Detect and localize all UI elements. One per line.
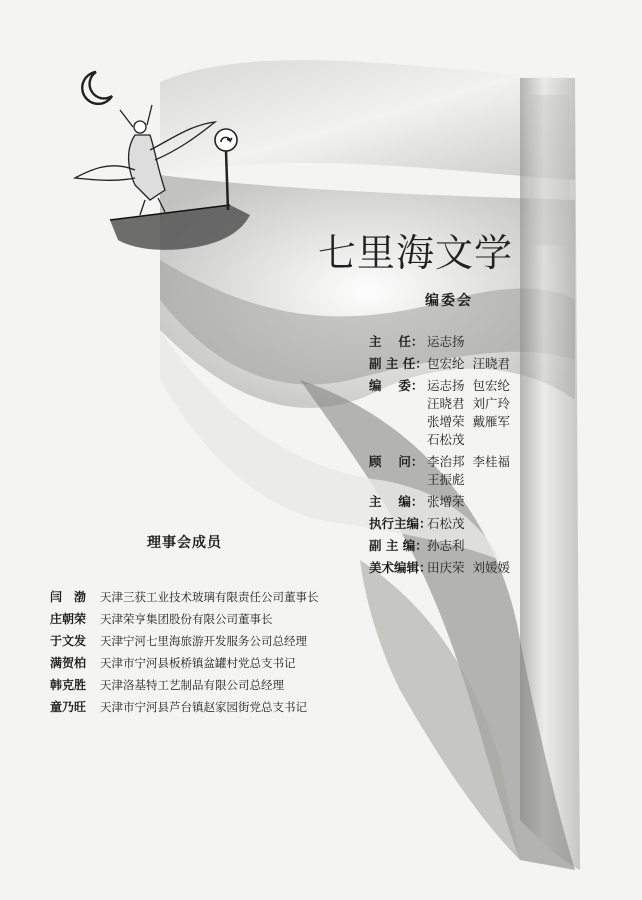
board-member-name: 田庆荣 <box>427 560 465 575</box>
board-member-name: 戴雁军 <box>472 414 511 429</box>
board-row <box>369 333 569 351</box>
board-names <box>427 559 527 577</box>
board-names <box>427 515 527 533</box>
board-row <box>369 377 569 449</box>
board-member-name: 包宏纶 <box>427 356 465 371</box>
board-role-label: 主 任： <box>369 334 424 349</box>
board-member-name: 运志扬 <box>427 378 465 393</box>
board-role-label: 副 主 任： <box>369 356 428 371</box>
board-names <box>427 355 527 373</box>
board-member-name: 张增荣 <box>427 494 465 509</box>
board-names <box>427 493 527 511</box>
council-member-row <box>50 586 370 608</box>
council-heading: 理事会成员 <box>147 535 222 551</box>
council-member-name: 庄朝荣 <box>50 612 87 626</box>
board-row <box>369 559 569 577</box>
board-member-name: 包宏纶 <box>472 378 511 393</box>
board-member-name: 汪晓君 <box>427 396 465 411</box>
council-member-row <box>50 652 370 674</box>
council-member-position: 天津市宁河县板桥镇盆罐村党总支书记 <box>100 656 296 670</box>
board-names <box>427 377 527 449</box>
board-member-name: 刘媛媛 <box>472 560 511 575</box>
council-member-position: 天津市宁河县芦台镇赵家园街党总支书记 <box>100 700 307 714</box>
board-member-name: 运志扬 <box>427 334 465 349</box>
council-member-position: 天津宁河七里海旅游开发服务公司总经理 <box>100 634 307 648</box>
council-member-row <box>50 674 370 696</box>
council-member-name: 满贺柏 <box>50 656 87 670</box>
board-member-name: 李桂福 <box>472 454 511 469</box>
council-member-list <box>50 586 370 718</box>
council-member-name: 童乃旺 <box>50 700 87 714</box>
council-member-name: 韩克胜 <box>50 678 87 692</box>
council-member-row <box>50 630 370 652</box>
editorial-board-heading: 编委会 <box>425 293 473 309</box>
board-role-label: 主 编： <box>369 494 424 509</box>
editorial-board-list <box>369 333 569 581</box>
board-role-label: 美术编辑： <box>369 560 432 575</box>
council-member-row <box>50 608 370 630</box>
board-row <box>369 355 569 373</box>
board-names <box>427 453 527 489</box>
board-role-label: 编 委： <box>369 378 424 393</box>
board-row <box>369 453 569 489</box>
board-role-label: 顾 问： <box>369 454 424 469</box>
council-member-row <box>50 696 370 718</box>
council-member-name: 于文发 <box>50 634 87 648</box>
board-member-name: 石松茂 <box>427 516 465 531</box>
council-member-position: 天津三获工业技术玻璃有限责任公司董事长 <box>100 590 319 604</box>
board-row <box>369 515 569 533</box>
board-role-label: 执行主编： <box>369 516 432 531</box>
council-member-position: 天津荣亨集团股份有限公司董事长 <box>100 612 273 626</box>
board-names <box>427 537 527 555</box>
board-row <box>369 493 569 511</box>
board-member-name: 张增荣 <box>427 414 465 429</box>
council-member-position: 天津洛基特工艺制品有限公司总经理 <box>100 678 284 692</box>
board-member-name: 李治邦 <box>427 454 465 469</box>
board-names <box>427 333 527 351</box>
board-member-name: 汪晓君 <box>472 356 511 371</box>
board-member-name: 孙志利 <box>427 538 465 553</box>
council-member-name: 闫 渤 <box>50 590 87 604</box>
board-member-name: 刘广玲 <box>472 396 511 411</box>
board-member-name: 石松茂 <box>427 432 465 447</box>
board-row <box>369 537 569 555</box>
board-member-name: 王振彪 <box>427 472 465 487</box>
board-role-label: 副 主 编： <box>369 538 428 553</box>
magazine-title: 七里海文学 <box>318 231 514 275</box>
